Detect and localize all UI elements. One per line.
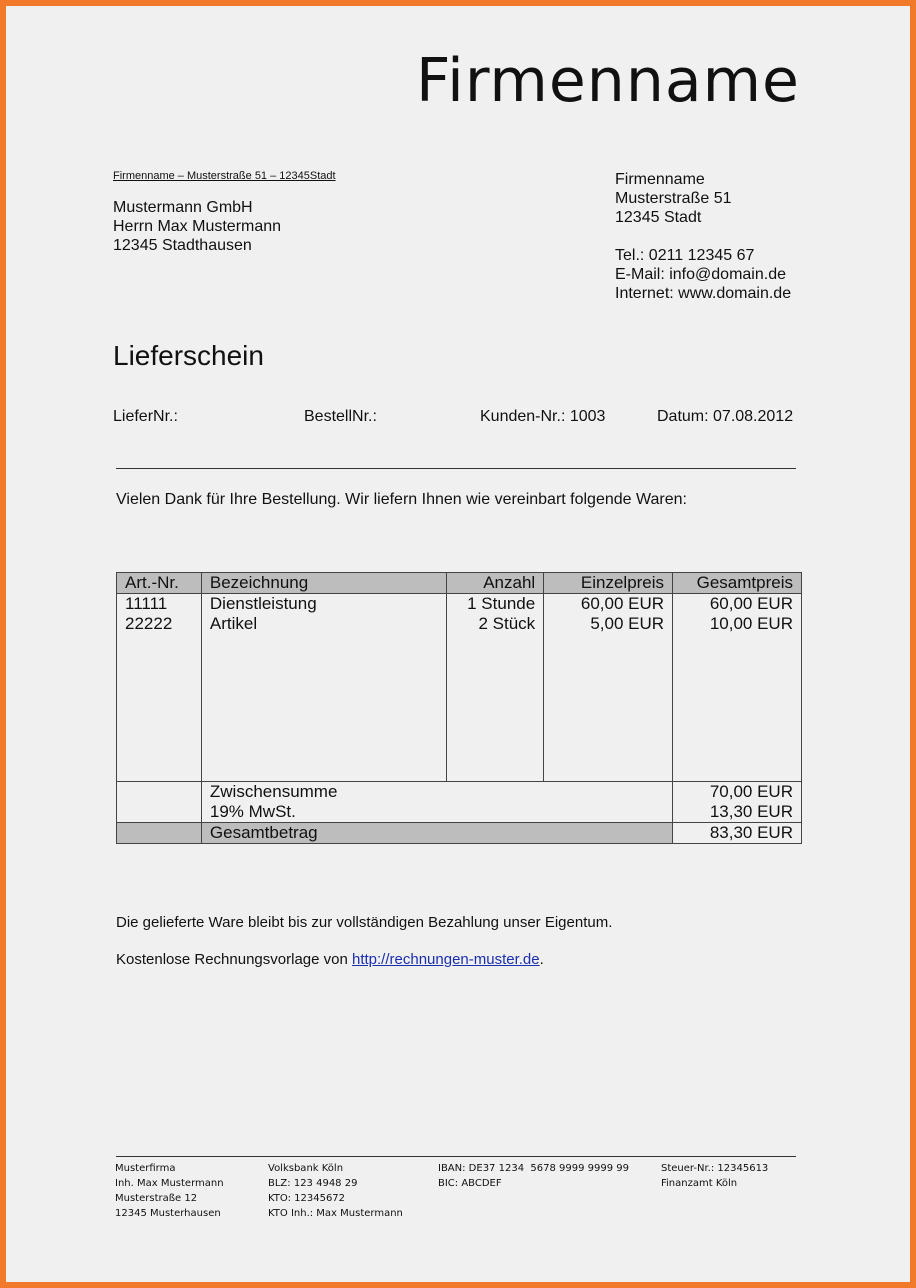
kunden-nr: Kunden-Nr.: 1003: [480, 408, 606, 425]
cell-art-nr: [117, 594, 202, 782]
ownership-note: Die gelieferte Ware bleibt bis zur vollständigen Bezahlung unser Eigentum.: [116, 914, 613, 931]
footer-company: Musterfirma Inh. Max Mustermann Musterstraße 12 12345 Musterhausen: [115, 1163, 224, 1219]
header-anzahl: Anzahl: [447, 573, 544, 594]
footer-bank: Volksbank Köln BLZ: 123 4948 29 KTO: 12345672 KTO Inh.: Max Mustermann: [268, 1163, 403, 1219]
anzahl-2: 2 Stück: [478, 614, 536, 633]
total-label: Gesamtbetrag: [201, 823, 672, 844]
divider: [116, 468, 796, 469]
intro-text: Vielen Dank für Ihre Bestellung. Wir liefern Ihnen wie vereinbart folgende Waren:: [116, 491, 687, 508]
subtotal-label: Zwischensumme 19% MwSt.: [201, 782, 672, 823]
company-city: 12345 Stadt: [615, 209, 702, 226]
cell-bezeichnung: [201, 594, 446, 782]
table-row: [117, 594, 802, 782]
einzelpreis-2: 5,00 EUR: [590, 614, 665, 633]
tax-value: 13,30 EUR: [709, 802, 793, 821]
document-page: [6, 6, 910, 1282]
total-row: [117, 823, 802, 844]
recipient-address: [113, 198, 281, 255]
template-note: Kostenlose Rechnungsvorlage von http://rechnungen-muster.de.: [116, 951, 544, 968]
subtotal-value: 70,00 EUR: [709, 782, 793, 801]
anzahl-1: 1 Stunde: [467, 594, 536, 613]
liefer-nr: LieferNr.:: [113, 408, 178, 425]
footer-tax: Steuer-Nr.: 12345613 Finanzamt Köln: [661, 1163, 769, 1189]
total-value: 83,30 EUR: [673, 823, 802, 844]
company-info: [615, 170, 791, 303]
subtotal-row: [117, 782, 802, 823]
company-street: Musterstraße 51: [615, 190, 732, 207]
bezeichnung-2: Artikel: [209, 614, 258, 633]
company-title: Firmenname: [416, 46, 800, 116]
art-nr-1: 11111: [125, 594, 168, 613]
header-gesamtpreis: Gesamtpreis: [673, 573, 802, 594]
cell-anzahl: [447, 594, 544, 782]
gesamtpreis-1: 60,00 EUR: [709, 594, 793, 613]
document-title: Lieferschein: [113, 340, 264, 371]
template-link[interactable]: http://rechnungen-muster.de: [352, 951, 540, 968]
tax-label: 19% MwSt.: [209, 802, 296, 821]
items-table: [116, 572, 802, 844]
subtotal-values: [673, 782, 802, 823]
company-email: E-Mail: info@domain.de: [615, 266, 786, 283]
gesamtpreis-2: 10,00 EUR: [709, 614, 793, 633]
header-einzelpreis: Einzelpreis: [544, 573, 673, 594]
bezeichnung-1: Dienstleistung: [209, 594, 317, 613]
einzelpreis-1: 60,00 EUR: [580, 594, 665, 613]
recipient-city: 12345 Stadthausen: [113, 237, 252, 254]
footer-iban: IBAN: DE37 1234 5678 9999 9999 99 BIC: ABCDEF: [438, 1163, 630, 1189]
header-bezeichnung: Bezeichnung: [201, 573, 446, 594]
art-nr-2: 22222: [125, 614, 173, 633]
company-name: Firmenname: [615, 171, 705, 188]
datum: Datum: 07.08.2012: [657, 408, 794, 425]
footer-divider: [116, 1156, 796, 1157]
recipient-company: Mustermann GmbH: [113, 199, 253, 216]
company-website: Internet: www.domain.de: [615, 285, 792, 302]
table-header-row: [117, 573, 802, 594]
cell-gesamtpreis: [673, 594, 802, 782]
recipient-person: Herrn Max Mustermann: [113, 218, 282, 235]
bestell-nr: BestellNr.:: [304, 408, 377, 425]
header-art-nr: Art.-Nr.: [117, 573, 202, 594]
company-phone: Tel.: 0211 12345 67: [615, 247, 755, 264]
sender-address-line: Firmenname – Musterstraße 51 – 12345Stadt: [113, 170, 336, 182]
cell-einzelpreis: [544, 594, 673, 782]
